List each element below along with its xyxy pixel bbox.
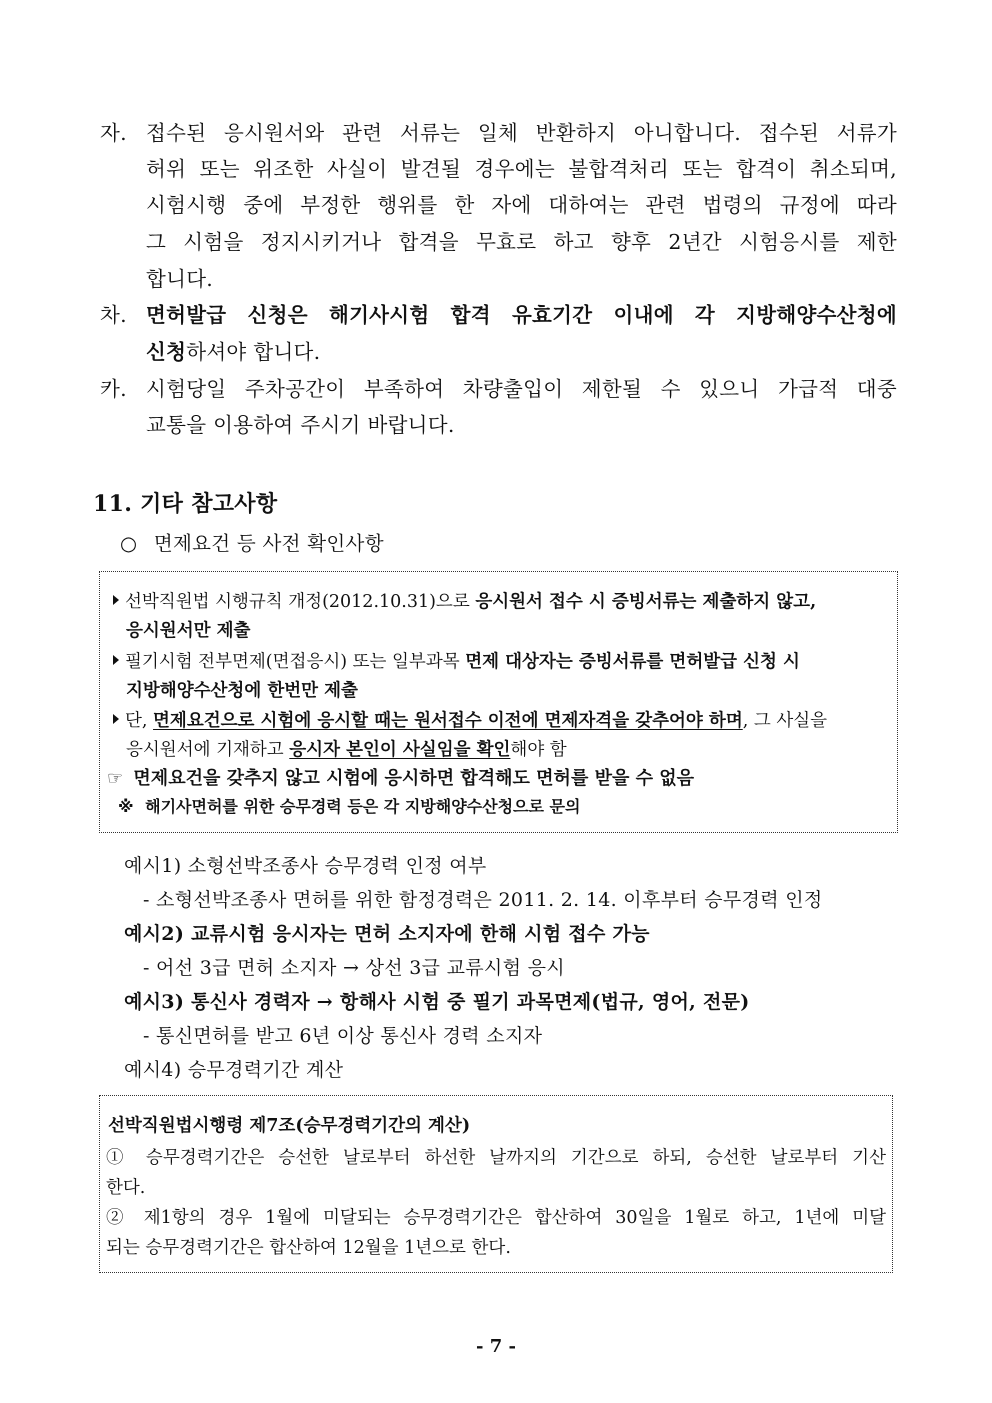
notice-marker: 카. [100,377,127,401]
notice-line: 합니다. [146,267,214,291]
notice-line-bold: 면허발급 신청은 해기사시험 합격 유효기간 이내에 각 지방해양수산청에 [146,303,897,327]
circle-bullet: ○ [120,532,138,555]
box-text: 응시원서에 기재하고 [126,740,290,760]
triangle-bullet-icon [113,595,119,605]
box-underlined-text: 면제요건으로 시험에 응시할 때는 원서접수 이전에 면제자격을 갖추어야 하며 [153,711,743,731]
law-text: ① 승무경력기간은 승선한 날로부터 하선한 날까지의 기간으로 하되, 승선한 날로부터 기산 [106,1148,886,1168]
box-bullet-line [113,648,800,673]
notice-line [146,335,320,365]
section-subtitle [120,528,384,556]
law-paragraph-line: 한다. [106,1178,146,1198]
box-underlined-text: 응시자 본인이 사실임을 확인 [289,740,511,760]
law-title: 선박직원법시행령 제7조(승무경력기간의 계산) [108,1116,471,1136]
law-paragraph-line [106,1204,886,1229]
notice-line: 교통을 이용하여 주시기 바랍니다. [146,413,455,437]
law-excerpt-box [99,1095,893,1273]
law-paragraph-line [106,1144,886,1169]
example-detail: - 통신면허를 받고 6년 이상 통신사 경력 소지자 [143,1025,543,1047]
notice-line: 접수된 응시원서와 관련 서류는 일체 반환하지 아니합니다. 접수된 서류가 [146,121,897,145]
box-text: , 그 사실을 [742,711,828,731]
notice-line: 그 시험을 정지시키거나 합격을 무효로 하고 향후 2년간 시험응시를 제한 [146,230,897,254]
warning-line [107,764,694,790]
example-title: 예시1) 소형선박조종사 승무경력 인정 여부 [124,855,487,877]
reference-mark-icon: ※ [118,797,134,816]
pointing-hand-icon: ☞ [107,768,124,789]
box-text: 필기시험 전부면제(면접응시) 또는 일부과목 [125,652,466,672]
notice-text: 하셔야 합니다. [186,340,321,364]
notice-marker: 자. [100,121,127,145]
box-line [126,736,567,761]
box-text: 해야 함 [510,740,567,760]
notice-line: 시험당일 주차공간이 부족하여 차량출입이 제한될 수 있으니 가급적 대중 [146,377,897,401]
notice-bold-text: 신청 [146,340,187,364]
note-line [118,794,580,817]
warning-text: 면제요건을 갖추지 않고 시험에 응시하면 합격해도 면허를 받을 수 없음 [133,768,695,789]
box-text: 단, [125,711,154,731]
note-text: 해기사면허를 위한 승무경력 등은 각 지방해양수산청으로 문의 [145,797,581,816]
notice-marker: 차. [100,303,127,327]
box-bold-text: 면제 대상자는 증빙서류를 면허발급 신청 시 [465,652,800,672]
notice-ka [100,372,897,442]
example-detail: - 어선 3급 면허 소지자 → 상선 3급 교류시험 응시 [143,957,565,979]
law-text: ② 제1항의 경우 1월에 미달되는 승무경력기간은 합산하여 30일을 1월로 하고, 1년에 미달 [106,1208,886,1228]
box-bold-line: 지방해양수산청에 한번만 제출 [126,681,358,701]
triangle-bullet-icon [113,655,119,665]
box-bold-text: 응시원서 접수 시 증빙서류는 제출하지 않고, [475,592,817,612]
notice-line: 시험시행 중에 부정한 행위를 한 자에 대하여는 관련 법령의 규정에 따라 [146,193,897,217]
notice-ja [100,116,897,296]
section-title: 11. 기타 참고사항 [93,491,278,517]
notice-line: 허위 또는 위조한 사실이 발견될 경우에는 불합격처리 또는 합격이 취소되며, [146,157,897,181]
box-bullet-line [113,707,827,732]
triangle-bullet-icon [113,714,119,724]
exemption-notice-box [99,571,898,833]
law-paragraph-line: 되는 승무경력기간은 합산하여 12월을 1년으로 한다. [106,1238,511,1258]
box-text: 선박직원법 시행규칙 개정(2012.10.31)으로 [125,592,476,612]
subtitle-text: 면제요건 등 사전 확인사항 [153,532,384,555]
example-title: 예시4) 승무경력기간 계산 [124,1059,344,1081]
page-number: - 7 - [476,1336,516,1357]
example-detail: - 소형선박조종사 면허를 위한 함정경력은 2011. 2. 14. 이후부터 승무경력 인정 [143,889,823,911]
box-bold-line: 응시원서만 제출 [126,621,251,641]
example-title-bold: 예시2) 교류시험 응시자는 면허 소지자에 한해 시험 접수 가능 [124,923,650,945]
example-title-bold: 예시3) 통신사 경력자 → 항해사 시험 중 필기 과목면제(법규, 영어, 전문) [124,991,750,1013]
notice-cha [100,298,897,368]
box-bullet-line [113,588,816,613]
